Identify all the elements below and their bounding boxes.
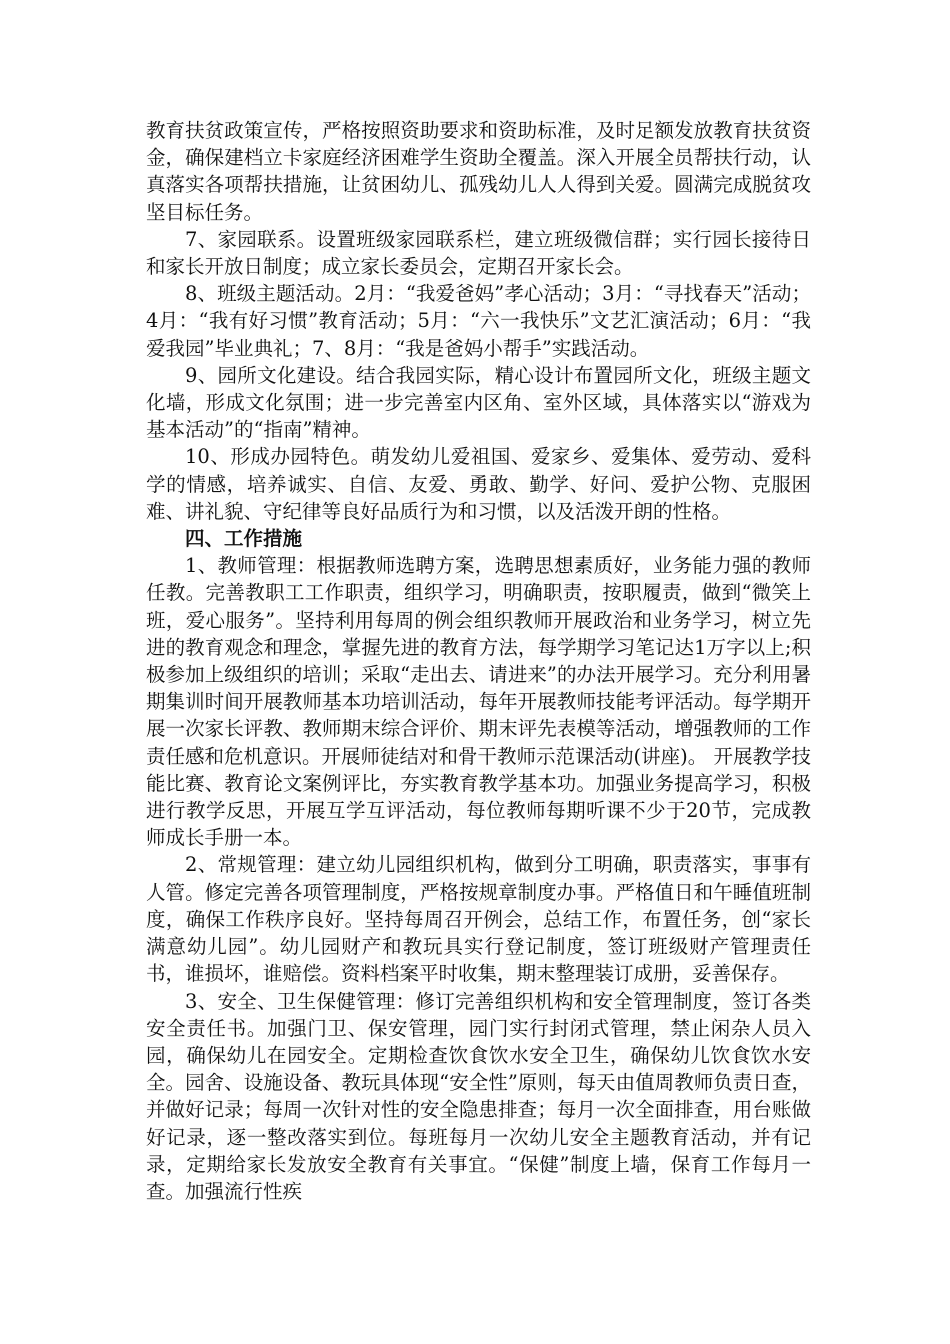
paragraph-campus-culture: 9、园所文化建设。结合我园实际，精心设计布置园所文化，班级主题文化墙，形成文化氛围；进一步完善室内区角、室外区域，具体落实以“游戏为基本活动”的“指南”精神。 [146,363,811,442]
paragraph-routine-management: 2、常规管理：建立幼儿园组织机构，做到分工明确，职责落实，事事有人管。修定完善各项管理制度，严格按规章制度办事。严格值日和午睡值班制度，确保工作秩序良好。坚持每周召开例会，总结工作，布置任务，创“家长满意幼儿园”。幼儿园财产和教玩具实行登记制度，签订班级财产管理责任书，谁损坏，谁赔偿。资料档案平时收集，期末整理装订成册，妥善保存。 [146,853,811,986]
paragraph-school-features: 10、形成办园特色。萌发幼儿爱祖国、爱家乡、爱集体、爱劳动、爱科学的情感，培养诚实、自信、友爱、勇敢、勤学、好问、爱护公物、克服困难、讲礼貌、守纪律等良好品质行为和习惯，以及活泼开朗的性格。 [146,445,811,523]
document-page [146,117,811,1205]
section-heading-work-measures: 四、工作措施 [185,527,303,551]
paragraph-home-school-contact: 7、家园联系。设置班级家园联系栏，建立班级微信群；实行园长接待日和家长开放日制度；成立家长委员会，定期召开家长会。 [146,227,811,279]
paragraph-continuation: 教育扶贫政策宣传，严格按照资助要求和资助标准，及时足额发放教育扶贫资金，确保建档立卡家庭经济困难学生资助全覆盖。深入开展全员帮扶行动，认真落实各项帮扶措施，让贫困幼儿、孤残幼儿人人得到关爱。圆满完成脱贫攻坚目标任务。 [146,119,811,224]
paragraph-safety-health-management: 3、安全、卫生保健管理：修订完善组织机构和安全管理制度，签订各类安全责任书。加强门卫、保安管理，园门实行封闭式管理，禁止闲杂人员入园，确保幼儿在园安全。定期检查饮食饮水安全卫生，确保幼儿饮食饮水安全。园舍、设施设备、教玩具体现“安全性”原则，每天由值周教师负责日查，并做好记录；每周一次针对性的安全隐患排查；每月一次全面排查，用台账做好记录，逐一整改落实到位。每班每月一次幼儿安全主题教育活动，并有记录，定期给家长发放安全教育有关事宜。“保健”制度上墙，保育工作每月一查。加强流行性疾 [146,989,811,1203]
paragraph-teacher-management: 1、教师管理：根据教师选聘方案，选聘思想素质好，业务能力强的教师任教。完善教职工工作职责，组织学习，明确职责，按职履责，做到“微笑上班，爱心服务”。坚持利用每周的例会组织教师开展政治和业务学习，树立先进的教育观念和理念，掌握先进的教育方法，每学期学习笔记达1万字以上;积极参加上级组织的培训；采取“走出去、请进来”的办法开展学习。充分利用暑期集训时间开展教师基本功培训活动，每年开展教师技能考评活动。每学期开展一次家长评教、教师期末综合评价、期末评先表模等活动，增强教师的工作责任感和危机意识。开展师徒结对和骨干教师示范课活动(讲座)。 开展教学技能比赛、教育论文案例评比，夯实教育教学基本功。加强业务提高学习，积极进行教学反思，开展互学互评活动，每位教师每期听课不少于20节，完成教师成长手册一本。 [146,554,811,850]
paragraph-class-theme-activities: 8、班级主题活动。2月：“我爱爸妈”孝心活动；3月：“寻找春天”活动；4月：“我有好习惯”教育活动；5月：“六一我快乐”文艺汇演活动；6月：“我爱我园”毕业典礼；7、8月：“我是爸妈小帮手”实践活动。 [146,282,811,360]
